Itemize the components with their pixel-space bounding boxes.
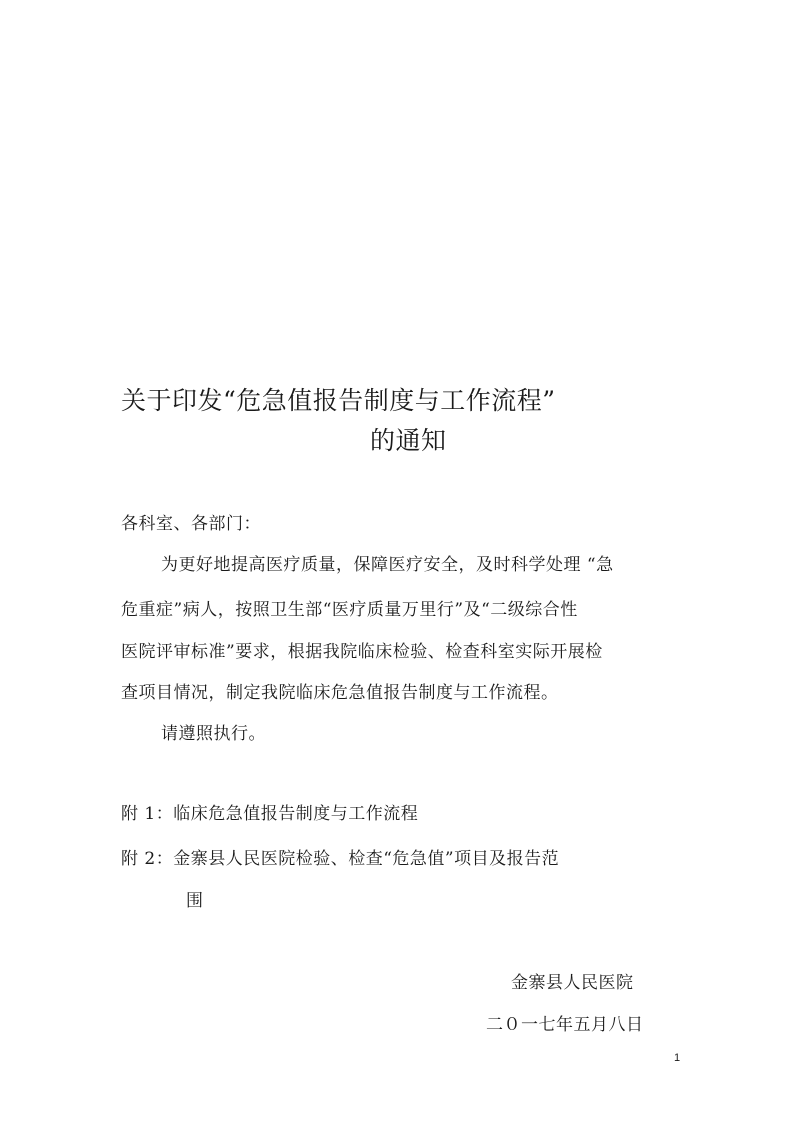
salutation: 各科室、各部门：: [121, 514, 261, 534]
page-number: 1: [674, 1052, 681, 1064]
title-line-2: 的通知: [370, 426, 447, 455]
issuer: 金寨县人民医院: [511, 973, 634, 993]
paragraph-line: 为更好地提高医疗质量，保障医疗安全，及时科学处理 “急: [161, 555, 614, 575]
paragraph-line: 查项目情况，制定我院临床危急值报告制度与工作流程。: [121, 683, 559, 703]
issue-date: 二０一七年五月八日: [486, 1015, 644, 1035]
attachment-1: 附 1：临床危急值报告制度与工作流程: [121, 804, 419, 824]
attachment-2-continuation: 围: [186, 891, 204, 911]
attachment-2: 附 2：金寨县人民医院检验、检查“危急值”项目及报告范: [121, 849, 560, 869]
title-line-1: 关于印发“危急值报告制度与工作流程”: [121, 386, 556, 415]
paragraph-line: 医院评审标准”要求，根据我院临床检验、检查科室实际开展检: [121, 642, 603, 662]
paragraph-line: 危重症”病人，按照卫生部“医疗质量万里行”及“二级综合性: [121, 600, 578, 620]
instruction: 请遵照执行。: [161, 724, 266, 744]
